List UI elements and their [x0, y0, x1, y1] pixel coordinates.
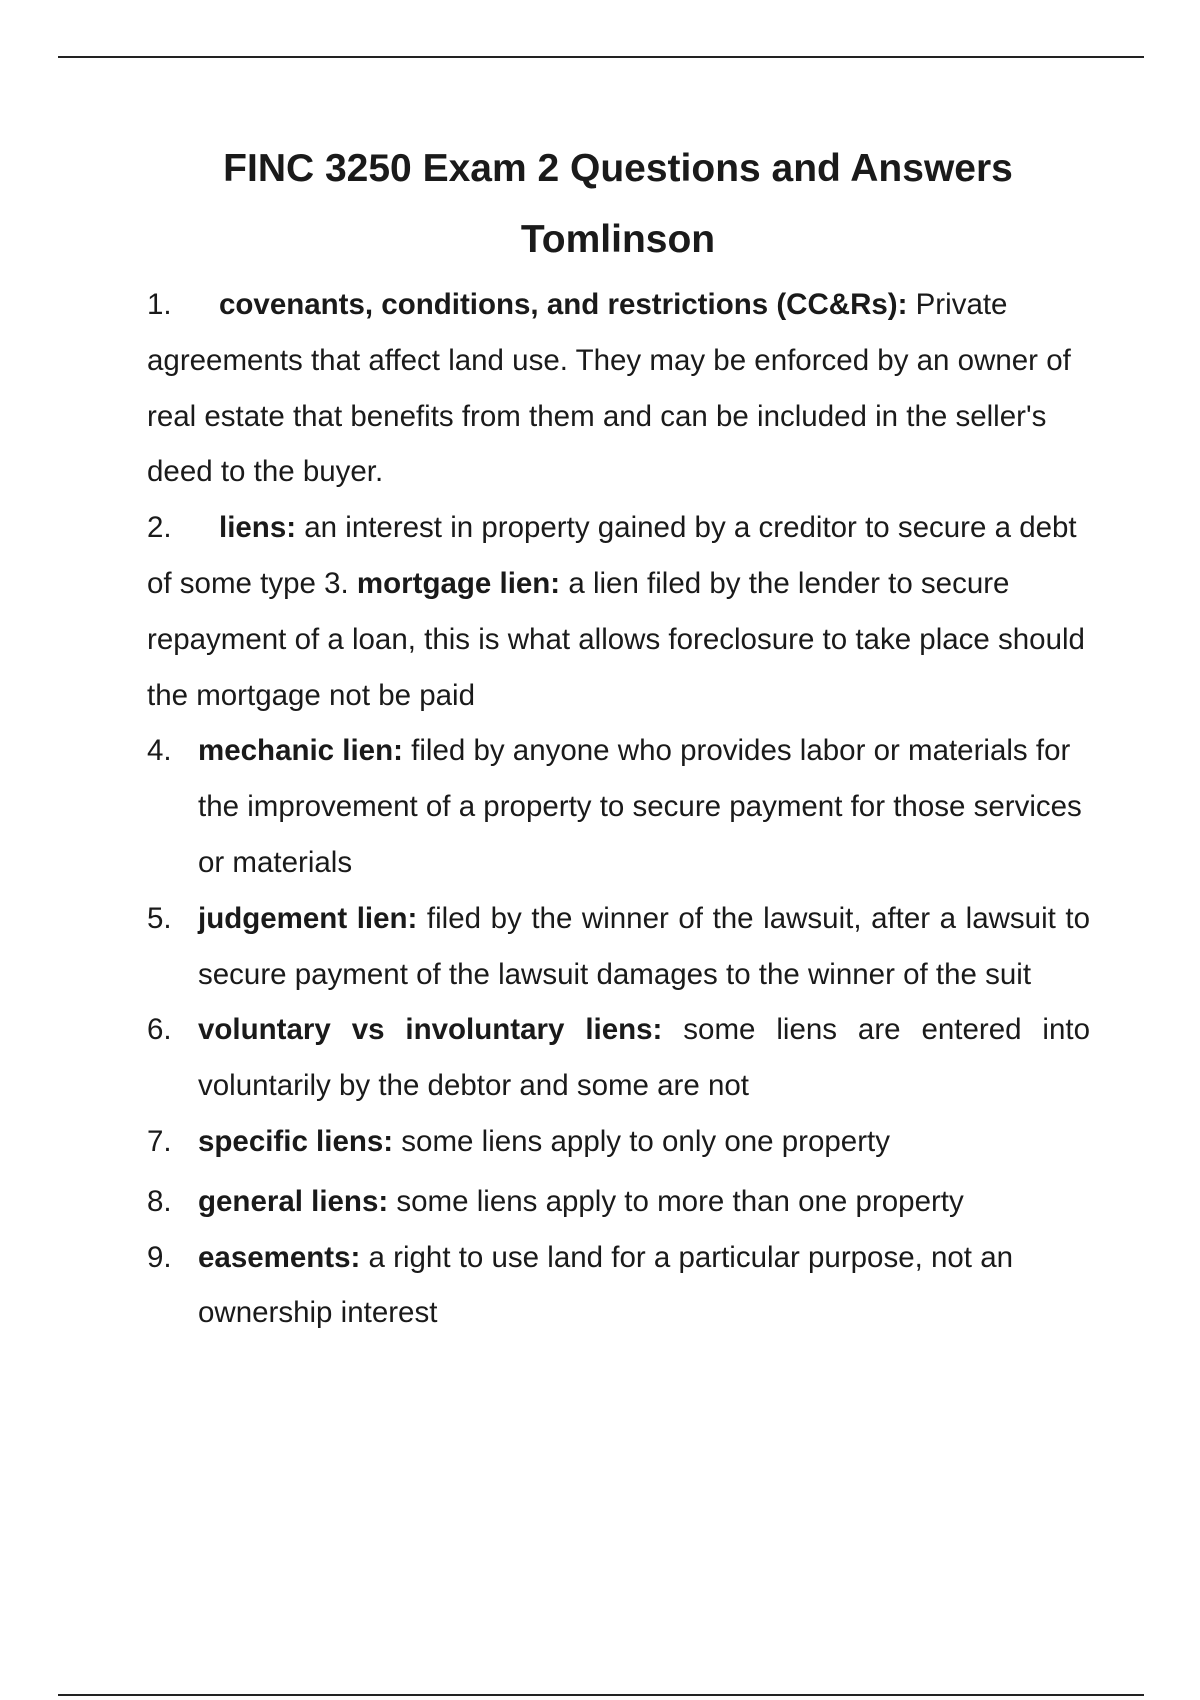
bottom-rule	[58, 1694, 1144, 1696]
list-number: 8.	[147, 1184, 172, 1218]
definition: filed by anyone who provides labor or materials for the improvement of a property to secure payment for those services or materials	[198, 734, 1082, 879]
term: specific liens:	[198, 1124, 394, 1158]
definition: an interest in property gained by a creditor to secure a debt of some type 3.	[147, 511, 1077, 600]
document-body	[147, 277, 1090, 1341]
definition: some liens apply to only one property	[393, 1124, 890, 1158]
list-item	[147, 891, 1090, 1003]
definition: some liens are entered into voluntarily by the debtor and some are not	[198, 1013, 1090, 1103]
list-item	[147, 1174, 1090, 1230]
term: covenants, conditions, and restrictions (CC&Rs):	[219, 288, 908, 321]
list-item	[147, 723, 1090, 890]
term: mechanic lien:	[198, 734, 403, 768]
term: mortgage lien:	[356, 566, 561, 600]
paragraph-2	[147, 500, 1090, 723]
term: easements:	[198, 1240, 361, 1274]
term: judgement lien:	[198, 901, 418, 935]
document-title: FINC 3250 Exam 2 Questions and Answers	[223, 147, 1013, 190]
list-item	[147, 1002, 1090, 1114]
paragraph-number: 2.	[147, 511, 172, 545]
term: liens:	[219, 511, 297, 545]
definition: some liens apply to more than one property	[388, 1184, 964, 1218]
term: general liens:	[198, 1184, 389, 1218]
top-rule	[58, 56, 1144, 58]
definition: Private agreements that affect land use. They may be enforced by an owner of real estate that benefits from them and can be included in the seller's deed to the buyer.	[147, 288, 1071, 489]
list-number: 7.	[147, 1124, 172, 1158]
definition: filed by the winner of the lawsuit, after a lawsuit to secure payment of the lawsuit damages to the winner of the suit	[198, 901, 1090, 991]
list-item	[147, 1114, 1090, 1170]
list-item	[147, 1230, 1090, 1342]
definition: a right to use land for a particular purpose, not an ownership interest	[198, 1240, 1014, 1330]
list-number: 5.	[147, 901, 172, 935]
term: voluntary vs involuntary liens:	[198, 1013, 663, 1047]
document-subtitle: Tomlinson	[520, 218, 716, 261]
list-number: 4.	[147, 734, 172, 768]
paragraph-1	[147, 277, 1090, 500]
list-number: 9.	[147, 1240, 172, 1274]
paragraph-number: 1.	[147, 288, 172, 321]
definition: a lien filed by the lender to secure repayment of a loan, this is what allows foreclosure to take place should the mortgage not be paid	[147, 566, 1085, 712]
list-number: 6.	[147, 1013, 172, 1047]
definition-list	[147, 723, 1090, 1341]
